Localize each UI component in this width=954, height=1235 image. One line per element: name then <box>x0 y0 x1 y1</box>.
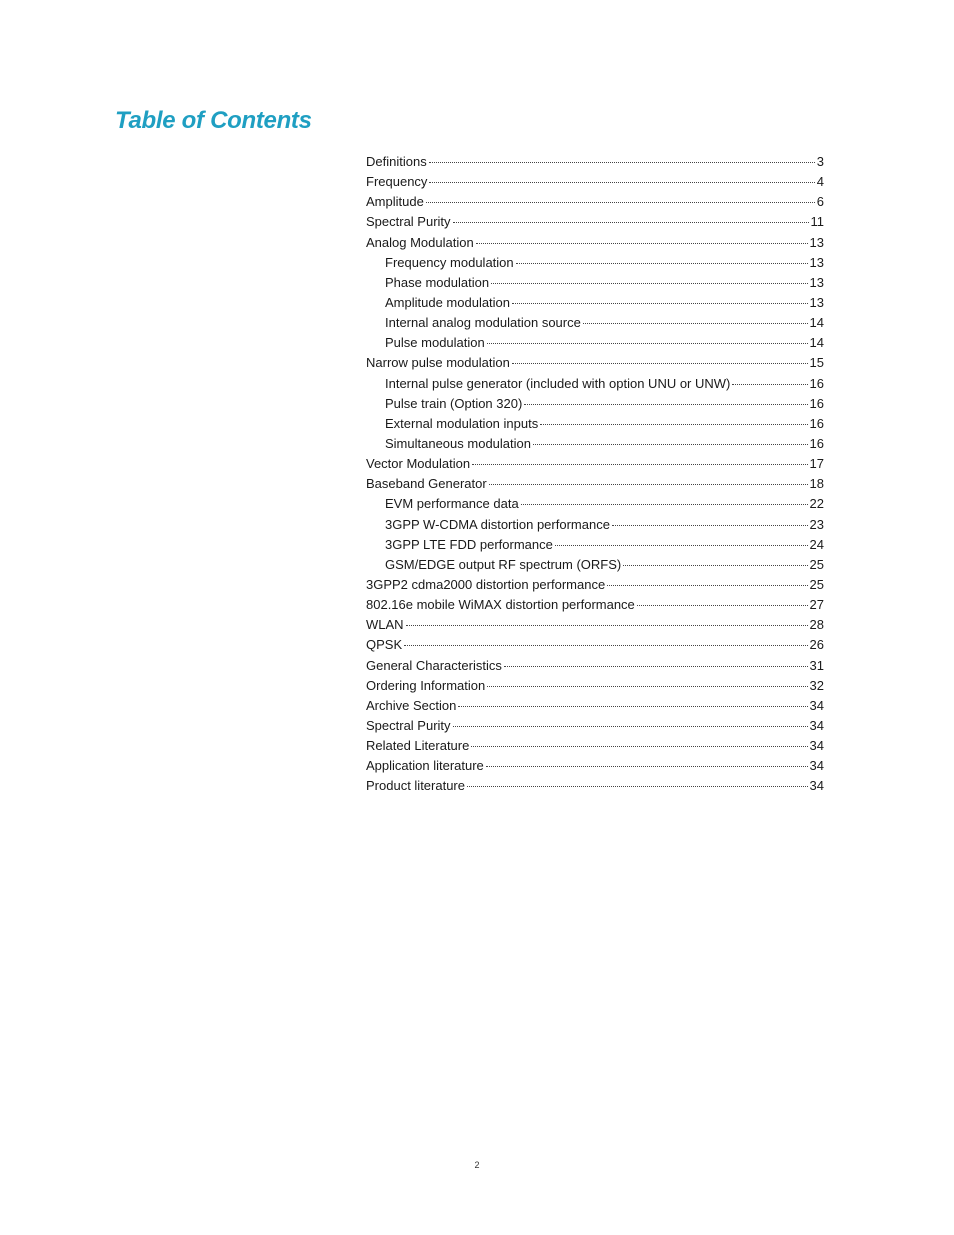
toc-entry-page: 13 <box>809 294 824 310</box>
toc-entry-label: Simultaneous modulation <box>385 435 531 451</box>
toc-entry-page: 4 <box>816 174 824 190</box>
dot-leader <box>491 283 807 284</box>
toc-entry[interactable] <box>366 212 824 232</box>
toc-entry-page: 17 <box>809 456 824 472</box>
toc-entry-page: 3 <box>816 154 824 169</box>
toc-entry-label: Definitions <box>366 154 427 169</box>
toc-entry[interactable] <box>366 394 824 414</box>
dot-leader <box>504 666 808 667</box>
toc-entry-page: 27 <box>809 597 824 613</box>
toc-entry[interactable] <box>366 515 824 535</box>
dot-leader <box>426 202 815 203</box>
toc-entry-page: 11 <box>810 214 824 230</box>
toc-entry-label: Internal pulse generator (included with option UNU or UNW) <box>385 375 731 391</box>
dot-leader <box>458 706 807 707</box>
toc-entry[interactable] <box>366 716 824 736</box>
toc-entry-label: Amplitude <box>366 194 424 210</box>
dot-leader <box>472 464 807 465</box>
toc-entry[interactable] <box>366 454 824 474</box>
dot-leader <box>540 424 807 425</box>
dot-leader <box>487 343 808 344</box>
toc-entry[interactable] <box>366 494 824 514</box>
toc-entry[interactable] <box>366 635 824 655</box>
toc-entry-page: 34 <box>809 738 824 754</box>
toc-entry-label: External modulation inputs <box>385 415 539 431</box>
toc-entry[interactable] <box>366 374 824 394</box>
dot-leader <box>612 525 808 526</box>
toc-entry[interactable] <box>366 152 824 172</box>
toc-entry[interactable] <box>366 353 824 373</box>
toc-entry-page: 16 <box>809 375 824 391</box>
toc-entry[interactable] <box>366 414 824 434</box>
toc-entry-page: 23 <box>809 516 824 532</box>
toc-entry-label: Narrow pulse modulation <box>366 355 510 371</box>
toc-entry[interactable] <box>366 192 824 212</box>
toc-entry-label: Spectral Purity <box>366 717 451 733</box>
toc-entry-page: 16 <box>809 415 824 431</box>
toc-entry-page: 25 <box>809 556 824 572</box>
dot-leader <box>471 746 807 747</box>
toc-entry[interactable] <box>366 293 824 313</box>
toc-entry-label: Product literature <box>366 778 465 794</box>
toc-entry[interactable] <box>366 615 824 635</box>
toc-entry-page: 34 <box>809 758 824 774</box>
toc-entry-label: Ordering Information <box>366 677 486 693</box>
toc-entry-label: 3GPP LTE FDD performance <box>385 536 553 552</box>
toc-entry-page: 32 <box>809 677 824 693</box>
toc-entry[interactable] <box>366 233 824 253</box>
dot-leader <box>583 323 808 324</box>
dot-leader <box>406 625 808 626</box>
toc-entry[interactable] <box>366 595 824 615</box>
toc-entry-label: Pulse train (Option 320) <box>385 395 523 411</box>
dot-leader <box>453 726 808 727</box>
toc-entry-page: 18 <box>809 476 824 492</box>
toc-entry-label: Phase modulation <box>385 274 490 290</box>
toc-entry-label: Analog Modulation <box>366 234 474 250</box>
toc-entry[interactable] <box>366 474 824 494</box>
dot-leader <box>524 404 807 405</box>
toc-entry-label: QPSK <box>366 637 403 653</box>
toc-entry-page: 28 <box>809 617 824 633</box>
toc-entry-label: Related Literature <box>366 738 470 754</box>
toc-entry-label: Spectral Purity <box>366 214 451 230</box>
toc-entry-page: 34 <box>809 778 824 794</box>
toc-entry-page: 34 <box>809 697 824 713</box>
toc-entry-label: Pulse modulation <box>385 335 485 351</box>
toc-entry-page: 14 <box>809 315 824 331</box>
toc-entry-label: General Characteristics <box>366 657 502 673</box>
toc-entry[interactable] <box>366 313 824 333</box>
toc-entry-label: Frequency <box>366 174 428 190</box>
toc-entry-page: 14 <box>809 335 824 351</box>
toc-entry-label: WLAN <box>366 617 404 633</box>
dot-leader <box>404 645 807 646</box>
dot-leader <box>487 686 807 687</box>
dot-leader <box>732 384 807 385</box>
toc-entry[interactable] <box>366 696 824 716</box>
dot-leader <box>623 565 807 566</box>
page-title: Table of Contents <box>115 107 312 134</box>
toc-entry-label: Internal analog modulation source <box>385 315 581 331</box>
dot-leader <box>607 585 807 586</box>
toc-entry-page: 13 <box>809 254 824 270</box>
toc-entry-page: 24 <box>809 536 824 552</box>
toc-entry-label: Application literature <box>366 758 484 774</box>
toc-entry-page: 34 <box>809 717 824 733</box>
dot-leader <box>533 444 808 445</box>
toc-entry[interactable] <box>366 172 824 192</box>
toc-entry[interactable] <box>366 776 824 796</box>
toc-entry-page: 16 <box>809 395 824 411</box>
toc-entry-page: 31 <box>809 657 824 673</box>
dot-leader <box>512 303 808 304</box>
toc-entry-page: 22 <box>809 496 824 512</box>
toc-entry-label: Vector Modulation <box>366 456 471 472</box>
toc-entry[interactable] <box>366 333 824 353</box>
toc-entry-page: 16 <box>809 435 824 451</box>
toc-entry-page: 15 <box>809 355 824 371</box>
toc-entry-label: GSM/EDGE output RF spectrum (ORFS) <box>385 556 622 572</box>
toc-entry[interactable] <box>366 736 824 756</box>
toc-entry-page: 13 <box>809 234 824 250</box>
toc-entry-label: Frequency modulation <box>385 254 514 270</box>
dot-leader <box>512 363 808 364</box>
dot-leader <box>637 605 808 606</box>
dot-leader <box>429 162 815 163</box>
toc-entry[interactable] <box>366 756 824 776</box>
toc-entry-label: EVM performance data <box>385 496 519 512</box>
toc-entry-page: 26 <box>809 637 824 653</box>
dot-leader <box>516 263 808 264</box>
toc-entry[interactable] <box>366 434 824 454</box>
toc-entry-page: 25 <box>809 576 824 592</box>
dot-leader <box>476 243 808 244</box>
dot-leader <box>555 545 808 546</box>
toc-entry[interactable] <box>366 676 824 696</box>
toc-entry[interactable] <box>366 555 824 575</box>
toc-entry[interactable] <box>366 253 824 273</box>
toc-entry-label: 802.16e mobile WiMAX distortion performance <box>366 597 635 613</box>
dot-leader <box>486 766 808 767</box>
toc-entry-label: Archive Section <box>366 697 457 713</box>
dot-leader <box>489 484 808 485</box>
toc-entry[interactable] <box>366 273 824 293</box>
toc-entry-page: 13 <box>809 274 824 290</box>
dot-leader <box>429 182 814 183</box>
toc-entry[interactable] <box>366 575 824 595</box>
toc-entry-label: Amplitude modulation <box>385 294 511 310</box>
toc-entry-label: Baseband Generator <box>366 476 487 492</box>
toc-entry-label: 3GPP2 cdma2000 distortion performance <box>366 576 606 592</box>
dot-leader <box>453 222 809 223</box>
toc-entry-page: 6 <box>816 194 824 210</box>
page-number: 2 <box>474 1160 480 1170</box>
dot-leader <box>521 504 808 505</box>
toc-entry-label: 3GPP W-CDMA distortion performance <box>385 516 610 532</box>
table-of-contents <box>366 152 824 797</box>
toc-entry[interactable] <box>366 535 824 555</box>
toc-entry[interactable] <box>366 656 824 676</box>
dot-leader <box>467 786 808 787</box>
